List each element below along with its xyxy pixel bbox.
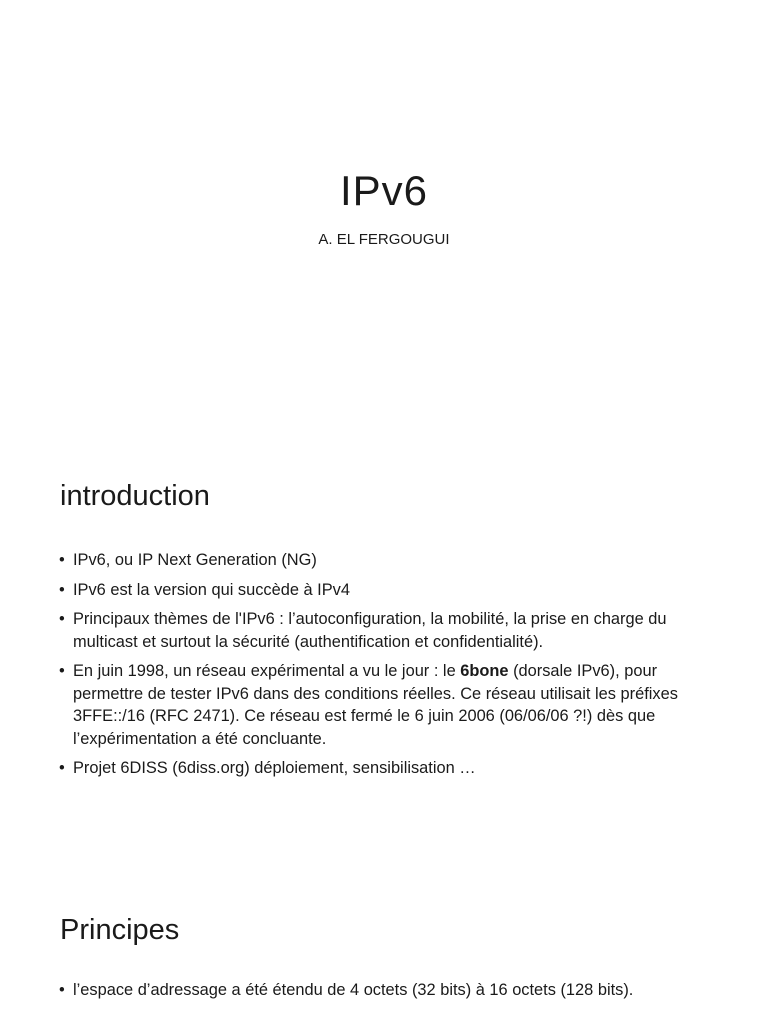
bullet-list <box>59 549 719 787</box>
bullet-text: IPv6 est la version qui succède à IPv4 <box>73 580 350 599</box>
bullet-text: IPv6, ou IP Next Generation (NG) <box>73 551 317 569</box>
list-item <box>59 549 719 572</box>
bullet-text: Projet 6DISS (6diss.org) déploiement, sensibilisation … <box>73 759 476 777</box>
bullet-text-end: (dorsale IPv6), pour permettre de tester IPv6 dans des conditions réelles. Ce réseau utilisait les préfixes 3FFE::/16 (RFC 2471). Ce réseau est fermé le 6 juin 2006 (06/06/06 ?!) dès que l’expérimentation a été concluante. <box>73 662 678 748</box>
author-name: A. EL FERGOUGUI <box>318 231 450 248</box>
principes-slide <box>0 864 768 1024</box>
bullet-icon: • <box>59 580 65 599</box>
list-item <box>59 979 719 1002</box>
list-item <box>59 579 719 602</box>
slide-heading: introduction <box>60 480 210 512</box>
bullet-icon: • <box>59 610 65 628</box>
bullet-icon: • <box>59 662 65 680</box>
bullet-icon: • <box>59 551 65 569</box>
list-item <box>59 608 719 653</box>
bullet-text: l’espace d’adressage a été étendu de 4 octets (32 bits) à 16 octets (128 bits). <box>73 981 634 999</box>
list-item <box>59 660 719 750</box>
bullet-icon: • <box>59 981 65 999</box>
bullet-icon: • <box>59 759 65 777</box>
bullet-list <box>59 979 719 1009</box>
slide-heading: Principes <box>60 914 180 946</box>
list-item <box>59 757 719 780</box>
title-slide <box>0 0 768 432</box>
bullet-text: Principaux thèmes de l'IPv6 : l’autoconfiguration, la mobilité, la prise en charge du multicast et surtout la sécurité (authentification et confidentialité). <box>73 610 667 651</box>
slide-title: IPv6 <box>339 167 429 214</box>
introduction-slide <box>0 432 768 864</box>
bullet-text-bold: 6bone <box>460 662 509 680</box>
bullet-text-start: En juin 1998, un réseau expérimental a vu le jour : le <box>73 662 461 680</box>
